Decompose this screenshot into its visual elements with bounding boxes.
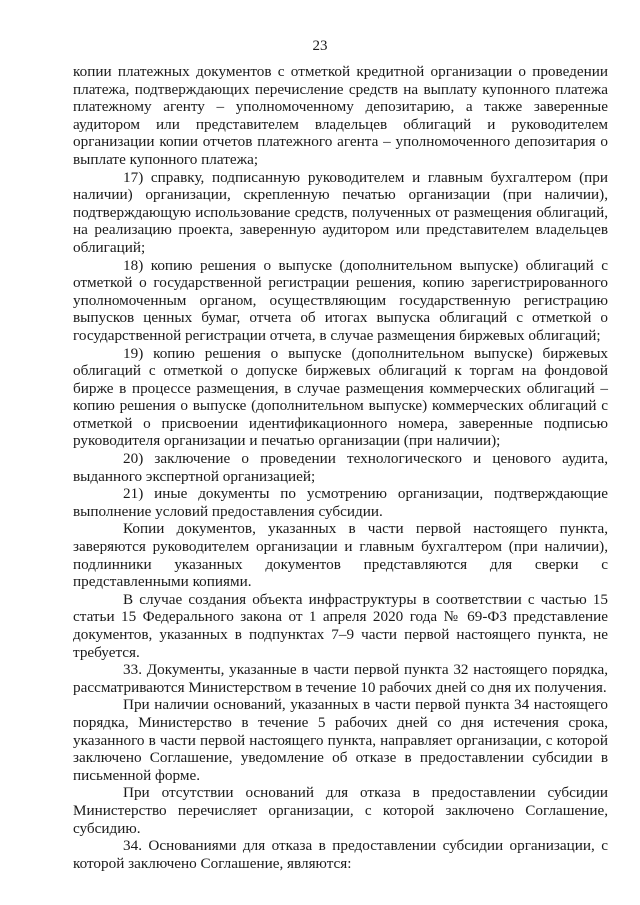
paragraph-copies-certification: Копии документов, указанных в части первой настоящего пункта, заверяются руководителем организации и главным бухгалтером (при наличии), подлинники указанных документов представляются для сверки с представленными копиями. [73,520,608,591]
document-body [73,63,608,872]
paragraph-item-20: 20) заключение о проведении технологического и ценового аудита, выданного экспертной организацией; [73,450,608,485]
paragraph-item-17: 17) справку, подписанную руководителем и главным бухгалтером (при наличии) организации, скрепленную печатью организации (при наличии), подтверждающую использование средств, полученных от размещения облигаций, на реализацию проекта, заверенную аудитором или представителем владельцев облигаций; [73,168,608,256]
paragraph-section-34: 34. Основаниями для отказа в предоставлении субсидии организации, с которой заключено Соглашение, являются: [73,837,608,872]
paragraph-item-19: 19) копию решения о выпуске (дополнительном выпуске) биржевых облигаций с отметкой о допуске биржевых облигаций к торгам на фондовой бирже в процессе размещения, в случае размещения коммерческих облигаций – копию решения о выпуске (дополнительном выпуске) коммерческих облигаций с отметкой о присвоении идентификационного номера, заверенные подписью руководителя организации и печатью организации (при наличии); [73,344,608,450]
page-number: 23 [312,38,328,54]
paragraph-section-33: 33. Документы, указанные в части первой пункта 32 настоящего порядка, рассматриваются Министерством в течение 10 рабочих дней со дня их получения. [73,661,608,696]
paragraph-continuation: копии платежных документов с отметкой кредитной организации о проведении платежа, подтверждающих перечисление средств на выплату купонного платежа платежному агенту – уполномоченному депозитарию, а также заверенные аудитором или представителем владельцев облигаций и руководителем организации копии отчетов платежного агента – уполномоченного депозитария о выплате купонного платежа; [73,63,608,168]
paragraph-item-18: 18) копию решения о выпуске (дополнительном выпуске) облигаций с отметкой о государственной регистрации решения, копию зарегистрированного уполномоченным органом, осуществляющим государственную регистрацию выпусков ценных бумаг, отчета об итогах выпуска облигаций с отметкой о государственной регистрации отчета, в случае размещения биржевых облигаций; [73,256,608,344]
paragraph-infrastructure-exception: В случае создания объекта инфраструктуры в соответствии с частью 15 статьи 15 Федерального закона от 1 апреля 2020 года № 69-ФЗ представление документов, указанных в подпунктах 7–9 части первой настоящего пункта, не требуется. [73,590,608,661]
paragraph-refusal-notice: При наличии оснований, указанных в части первой пункта 34 настоящего порядка, Министерство в течение 5 рабочих дней со дня истечения срока, указанного в части первой настоящего пункта, направляет организации, с которой заключено Соглашение, уведомление об отказе в предоставлении субсидии в письменной форме. [73,696,608,784]
paragraph-item-21: 21) иные документы по усмотрению организации, подтверждающие выполнение условий предоставления субсидии. [73,485,608,520]
paragraph-subsidy-transfer: При отсутствии оснований для отказа в предоставлении субсидии Министерство перечисляет организации, с которой заключено Соглашение, субсидию. [73,784,608,837]
